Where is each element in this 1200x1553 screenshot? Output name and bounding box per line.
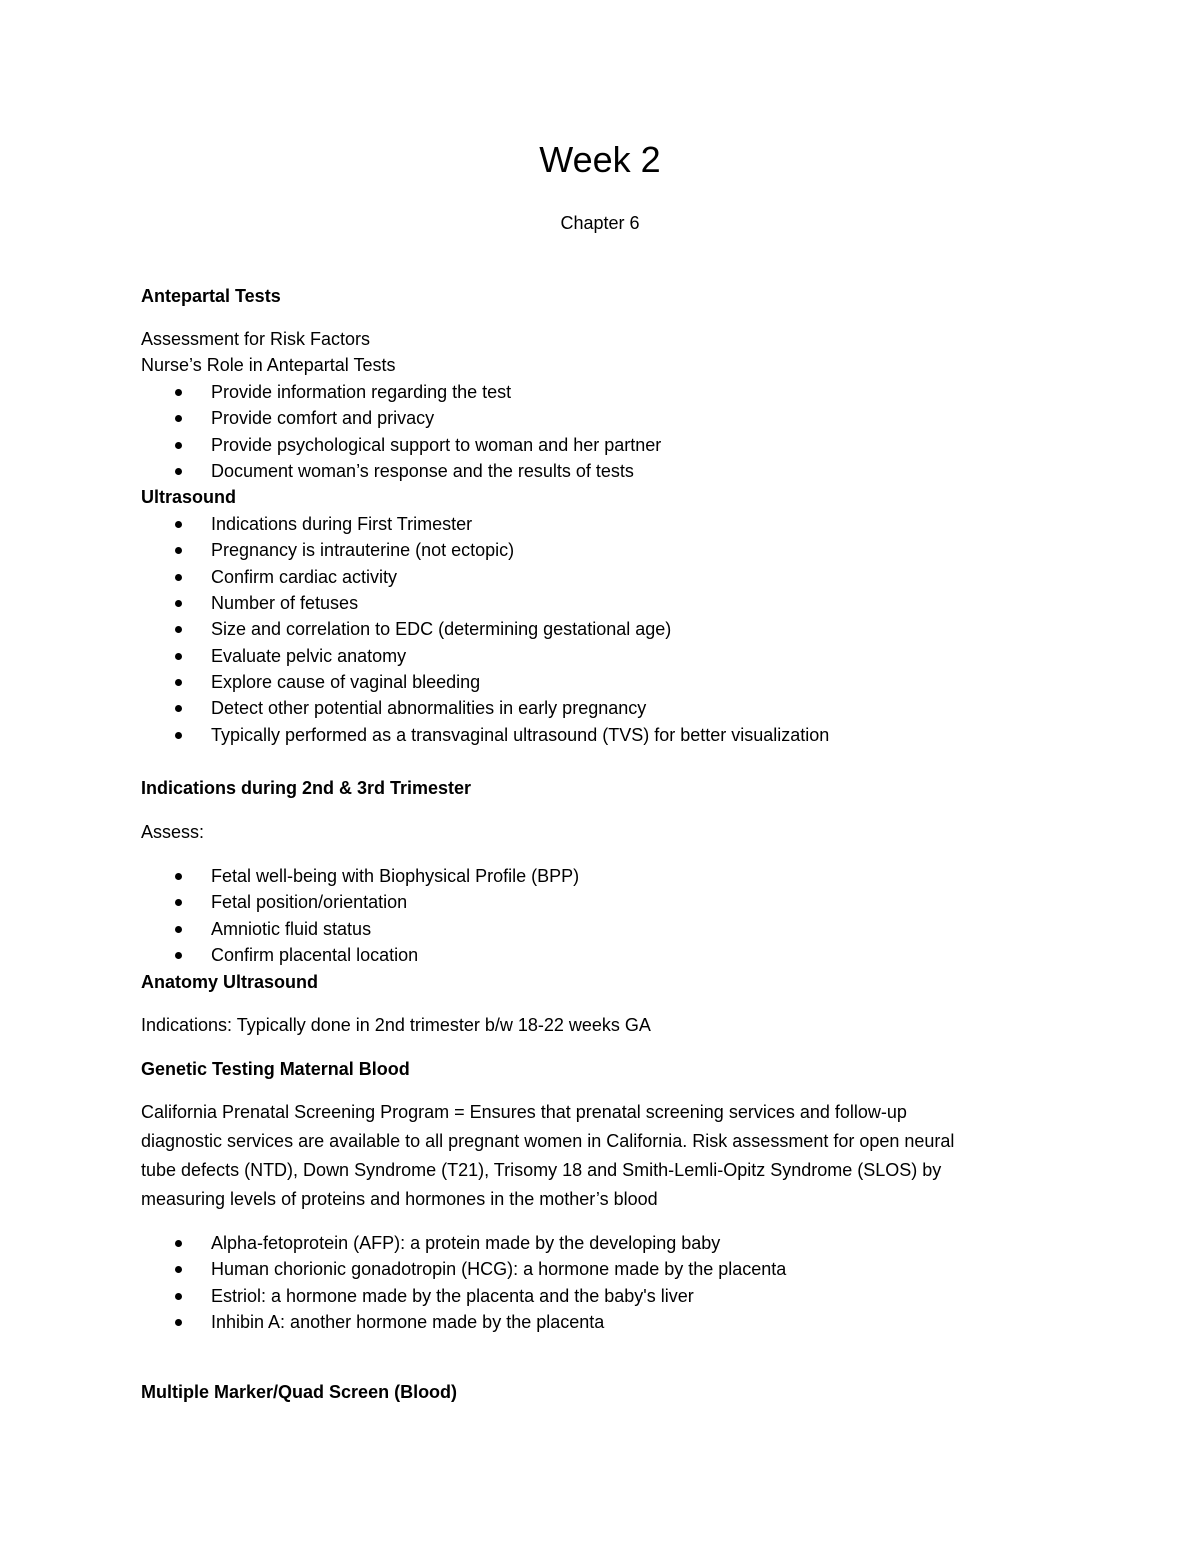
paragraph-california-program	[141, 1098, 1041, 1214]
list-item: Typically performed as a transvaginal ultrasound (TVS) for better visualization	[141, 722, 1041, 748]
section-antepartal-heading-block	[141, 283, 1041, 309]
page-title: Week 2	[539, 139, 661, 180]
section-trimester	[141, 775, 1041, 801]
section-heading-antepartal-tests: Antepartal Tests	[141, 286, 281, 306]
section-heading-2nd-3rd-trimester: Indications during 2nd & 3rd Trimester	[141, 778, 472, 798]
bullet-list-assess	[141, 863, 1041, 969]
list-item: Alpha-fetoprotein (AFP): a protein made by the developing baby	[141, 1230, 1041, 1256]
paragraph-line: tube defects (NTD), Down Syndrome (T21), Trisomy 18 and Smith-Lemli-Opitz Syndrome (SLOS) by	[141, 1160, 942, 1180]
list-item: Number of fetuses	[141, 590, 1041, 616]
section-antepartal-body	[141, 326, 1041, 748]
paragraph-line: California Prenatal Screening Program = Ensures that prenatal screening services and follow-up	[141, 1102, 907, 1122]
list-item: Pregnancy is intrauterine (not ectopic)	[141, 537, 1041, 563]
text-line-indications: Indications: Typically done in 2nd trimester b/w 18-22 weeks GA	[141, 1015, 651, 1035]
section-genetic	[141, 1056, 1041, 1082]
list-item: Human chorionic gonadotropin (HCG): a hormone made by the placenta	[141, 1256, 1041, 1282]
list-item: Fetal well-being with Biophysical Profile (BPP)	[141, 863, 1041, 889]
section-quad-screen	[141, 1379, 1041, 1405]
section-anatomy-text	[141, 1012, 1041, 1038]
paragraph-line: diagnostic services are available to all pregnant women in California. Risk assessment for open neural	[141, 1131, 955, 1151]
bullet-list-markers	[141, 1230, 1041, 1336]
list-item: Detect other potential abnormalities in early pregnancy	[141, 695, 1041, 721]
chapter-subtitle: Chapter 6	[560, 213, 640, 233]
text-line-assess: Assess:	[141, 822, 205, 842]
list-item: Estriol: a hormone made by the placenta and the baby's liver	[141, 1283, 1041, 1309]
text-line: Nurse’s Role in Antepartal Tests	[141, 355, 396, 376]
section-heading-genetic-testing: Genetic Testing Maternal Blood	[141, 1059, 410, 1079]
list-item: Confirm placental location	[141, 942, 1041, 968]
list-item: Evaluate pelvic anatomy	[141, 643, 1041, 669]
list-item: Fetal position/orientation	[141, 889, 1041, 915]
section-assess	[141, 819, 1041, 845]
section-genetic-list	[141, 1230, 1041, 1336]
list-item: Explore cause of vaginal bleeding	[141, 669, 1041, 695]
list-item: Inhibin A: another hormone made by the placenta	[141, 1309, 1041, 1335]
section-assess-list	[141, 863, 1041, 995]
list-item: Provide information regarding the test	[141, 379, 1041, 405]
section-heading-quad-screen: Multiple Marker/Quad Screen (Blood)	[141, 1382, 458, 1402]
list-item: Size and correlation to EDC (determining gestational age)	[141, 616, 1041, 642]
bullet-list-nurse-role	[141, 379, 1041, 485]
bullet-list-ultrasound	[141, 511, 1041, 749]
list-item: Confirm cardiac activity	[141, 564, 1041, 590]
list-item: Indications during First Trimester	[141, 511, 1041, 537]
list-item: Provide comfort and privacy	[141, 405, 1041, 431]
section-heading-anatomy-ultrasound: Anatomy Ultrasound	[141, 971, 319, 992]
list-item: Document woman’s response and the results of tests	[141, 458, 1041, 484]
list-item: Provide psychological support to woman and her partner	[141, 432, 1041, 458]
paragraph-line: measuring levels of proteins and hormones in the mother’s blood	[141, 1189, 658, 1209]
section-heading-ultrasound: Ultrasound	[141, 487, 237, 508]
list-item: Amniotic fluid status	[141, 916, 1041, 942]
text-line: Assessment for Risk Factors	[141, 329, 371, 349]
